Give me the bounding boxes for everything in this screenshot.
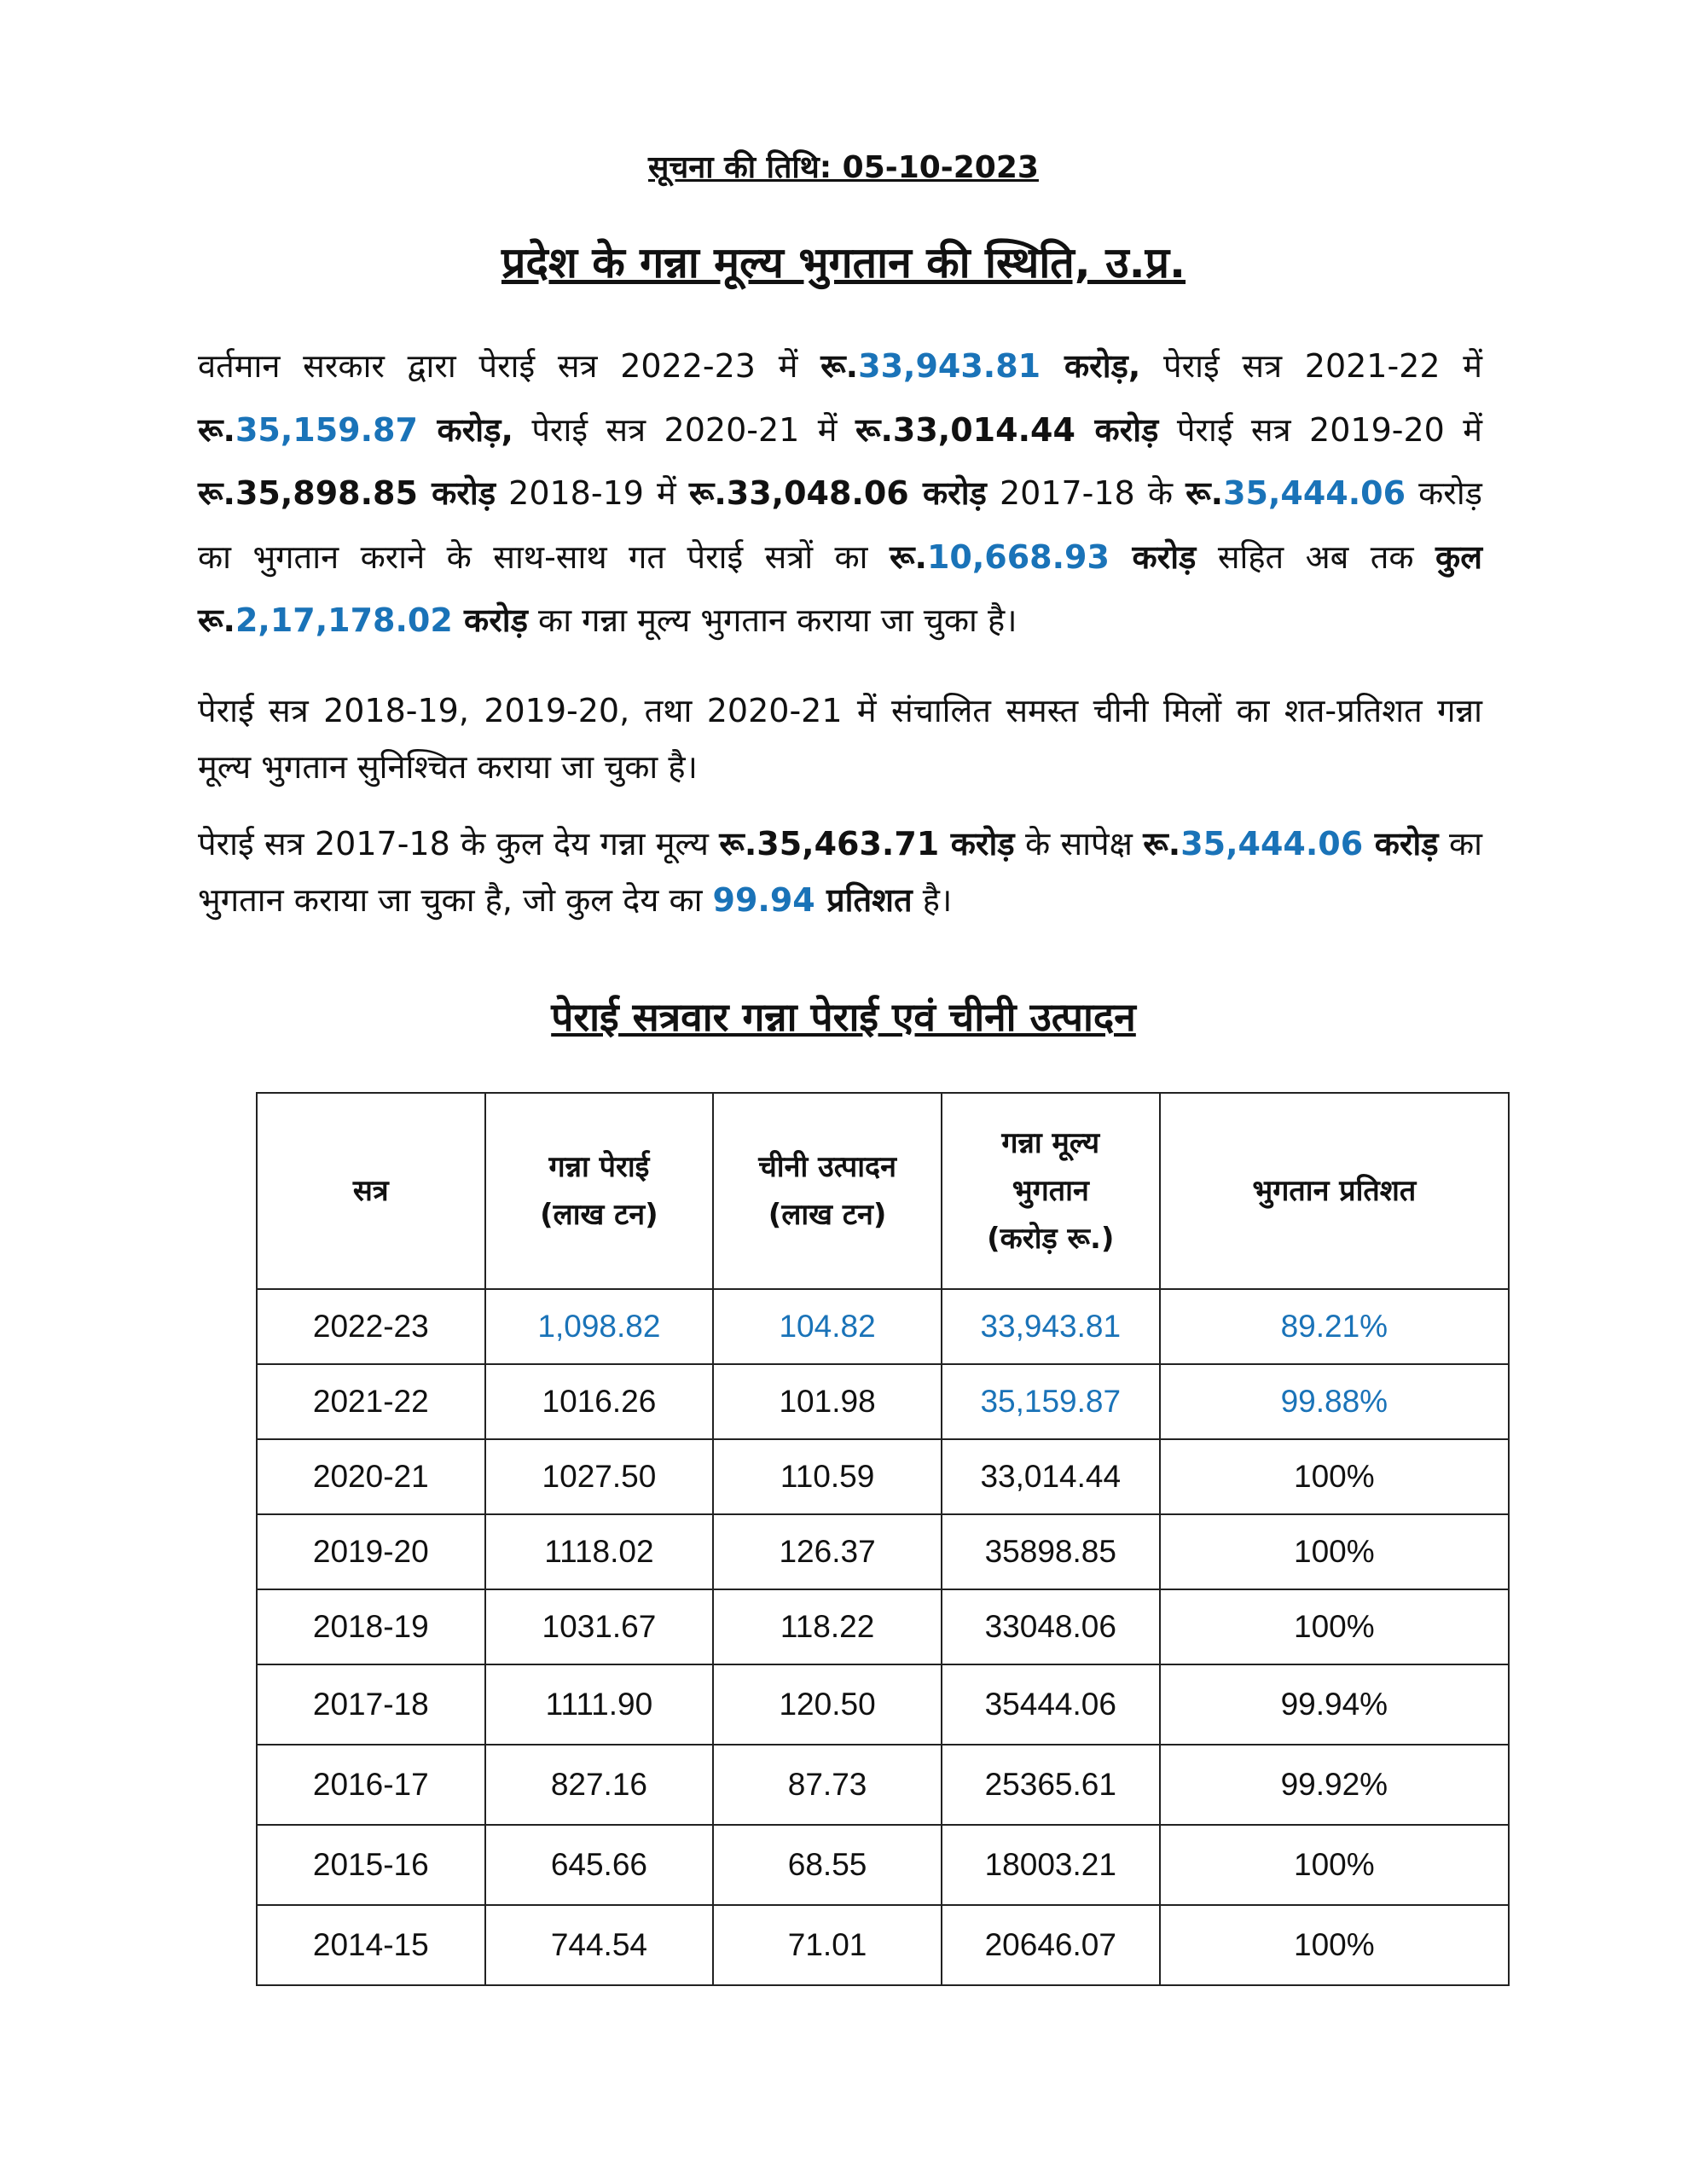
paid-percent: 99.94 <box>712 881 815 919</box>
amount-2020-21: रू.33,014.44 करोड़ <box>855 410 1159 449</box>
text: पेराई सत्र 2021-22 में <box>1140 347 1482 385</box>
rupee-prefix: रू. <box>1186 474 1224 512</box>
table-row <box>257 1664 1509 1745</box>
payment-summary-paragraph <box>198 334 1482 653</box>
percent-label: प्रतिशत <box>815 881 913 919</box>
cell-crushing: 1031.67 <box>485 1589 714 1664</box>
cell-crushing: 1016.26 <box>485 1364 714 1439</box>
table-row <box>257 1905 1509 1985</box>
amount-2018-19: रू.33,048.06 करोड़ <box>688 474 987 512</box>
table-title: पेराई सत्रवार गन्ना पेराई एवं चीनी उत्पादन <box>551 994 1136 1040</box>
due-amount: रू.35,463.71 करोड़ <box>719 825 1015 863</box>
cell-season: 2017-18 <box>257 1664 485 1745</box>
header-cane-payment <box>942 1093 1160 1289</box>
total-label: कुल रू. <box>198 537 1482 639</box>
cell-sugar: 118.22 <box>713 1589 942 1664</box>
header-unit: (करोड़ रू.) <box>987 1222 1115 1256</box>
amount-2021-22: 35,159.87 <box>235 410 418 449</box>
header-text: चीनी उत्पादन <box>758 1150 896 1184</box>
cell-percent: 99.88% <box>1160 1364 1509 1439</box>
cell-sugar: 104.82 <box>713 1289 942 1364</box>
text: का गन्ना मूल्य भुगतान कराया जा चुका है। <box>527 601 1017 639</box>
cell-season: 2014-15 <box>257 1905 485 1985</box>
crore-label: करोड़ <box>452 601 528 639</box>
cell-percent: 100% <box>1160 1439 1509 1514</box>
amount-2022-23: 33,943.81 <box>858 347 1041 385</box>
cell-crushing: 1111.90 <box>485 1664 714 1745</box>
cell-payment: 35444.06 <box>942 1664 1160 1745</box>
cell-sugar: 87.73 <box>713 1745 942 1825</box>
table-row <box>257 1439 1509 1514</box>
cell-percent: 89.21% <box>1160 1289 1509 1364</box>
text: 2017-18 के <box>986 474 1186 512</box>
cell-crushing: 1118.02 <box>485 1514 714 1589</box>
text: करोड़ का भुगतान कराने के साथ-साथ गत पेराई सत्रों का <box>198 474 1483 576</box>
cell-sugar: 110.59 <box>713 1439 942 1514</box>
table-row <box>257 1514 1509 1589</box>
cell-sugar: 71.01 <box>713 1905 942 1985</box>
header-cane-crushing <box>485 1093 714 1289</box>
table-row <box>257 1364 1509 1439</box>
text: पेराई सत्र 2019-20 में <box>1158 410 1482 449</box>
cell-percent: 100% <box>1160 1825 1509 1905</box>
cell-payment: 35898.85 <box>942 1514 1160 1589</box>
table-row <box>257 1745 1509 1825</box>
text: पेराई सत्र 2020-21 में <box>513 410 855 449</box>
header-unit: (लाख टन) <box>540 1198 658 1232</box>
cell-season: 2018-19 <box>257 1589 485 1664</box>
cell-crushing: 827.16 <box>485 1745 714 1825</box>
cell-percent: 99.94% <box>1160 1664 1509 1745</box>
rupee-prefix: रू. <box>820 347 859 385</box>
cell-payment: 20646.07 <box>942 1905 1160 1985</box>
amount-previous-seasons: 10,668.93 <box>926 537 1110 576</box>
cell-percent: 100% <box>1160 1589 1509 1664</box>
cell-crushing: 1,098.82 <box>485 1289 714 1364</box>
table-row <box>257 1825 1509 1905</box>
header-payment-percent: भुगतान प्रतिशत <box>1160 1093 1509 1289</box>
cell-crushing: 1027.50 <box>485 1439 714 1514</box>
header-text: गन्ना पेराई <box>548 1150 650 1184</box>
table-row <box>257 1589 1509 1664</box>
text: के सापेक्ष <box>1014 825 1144 863</box>
cell-season: 2015-16 <box>257 1825 485 1905</box>
rupee-prefix: रू. <box>198 410 235 449</box>
cell-sugar: 120.50 <box>713 1664 942 1745</box>
paid-amount: 35,444.06 <box>1180 825 1364 863</box>
header-text: गन्ना मूल्य <box>1001 1126 1100 1160</box>
cell-payment: 35,159.87 <box>942 1364 1160 1439</box>
page-title: प्रदेश के गन्ना मूल्य भुगतान की स्थिति, उ.प्र. <box>501 238 1186 288</box>
crore-label: करोड़, <box>1041 347 1141 385</box>
crore-label: करोड़, <box>417 410 513 449</box>
amount-2019-20: रू.35,898.85 करोड़ <box>198 474 496 512</box>
cell-sugar: 101.98 <box>713 1364 942 1439</box>
text: वर्तमान सरकार द्वारा पेराई सत्र 2022-23 में <box>198 347 821 385</box>
full-payment-paragraph: पेराई सत्र 2018-19, 2019-20, तथा 2020-21 में संचालित समस्त चीनी मिलों का शत-प्रतिशत गन्ना मूल्य भुगतान सुनिश्चित कराया जा चुका है। <box>198 692 1482 786</box>
crore-label: करोड़ <box>1109 537 1197 576</box>
cell-season: 2019-20 <box>257 1514 485 1589</box>
cell-payment: 25365.61 <box>942 1745 1160 1825</box>
cell-percent: 100% <box>1160 1905 1509 1985</box>
cell-percent: 100% <box>1160 1514 1509 1589</box>
amount-total: 2,17,178.02 <box>235 601 453 639</box>
cell-payment: 33048.06 <box>942 1589 1160 1664</box>
table-header-row <box>257 1093 1509 1289</box>
table-row <box>257 1289 1509 1364</box>
cell-season: 2020-21 <box>257 1439 485 1514</box>
cell-season: 2016-17 <box>257 1745 485 1825</box>
cell-season: 2021-22 <box>257 1364 485 1439</box>
season-data-table <box>256 1092 1510 1986</box>
rupee-prefix: रू. <box>889 537 927 576</box>
amount-2017-18: 35,444.06 <box>1223 474 1406 512</box>
cell-payment: 33,014.44 <box>942 1439 1160 1514</box>
cell-percent: 99.92% <box>1160 1745 1509 1825</box>
text: 2018-19 में <box>496 474 689 512</box>
crore-label: करोड़ <box>1363 825 1439 863</box>
header-unit: (लाख टन) <box>768 1198 887 1232</box>
payment-2017-18-paragraph <box>198 816 1482 928</box>
notice-date: सूचना की तिथि: 05-10-2023 <box>648 150 1039 185</box>
text: पेराई सत्र 2017-18 के कुल देय गन्ना मूल्य <box>198 825 720 863</box>
header-season: सत्र <box>257 1093 485 1289</box>
cell-payment: 33,943.81 <box>942 1289 1160 1364</box>
text: का भुगतान कराया जा चुका है, जो कुल देय का <box>198 825 1482 919</box>
cell-payment: 18003.21 <box>942 1825 1160 1905</box>
cell-crushing: 744.54 <box>485 1905 714 1985</box>
header-text: भुगतान <box>1012 1174 1089 1208</box>
cell-sugar: 68.55 <box>713 1825 942 1905</box>
rupee-prefix: रू. <box>1143 825 1181 863</box>
cell-crushing: 645.66 <box>485 1825 714 1905</box>
cell-season: 2022-23 <box>257 1289 485 1364</box>
header-sugar-production <box>713 1093 942 1289</box>
text: सहित अब तक <box>1196 537 1436 576</box>
text: है। <box>912 881 953 919</box>
cell-sugar: 126.37 <box>713 1514 942 1589</box>
